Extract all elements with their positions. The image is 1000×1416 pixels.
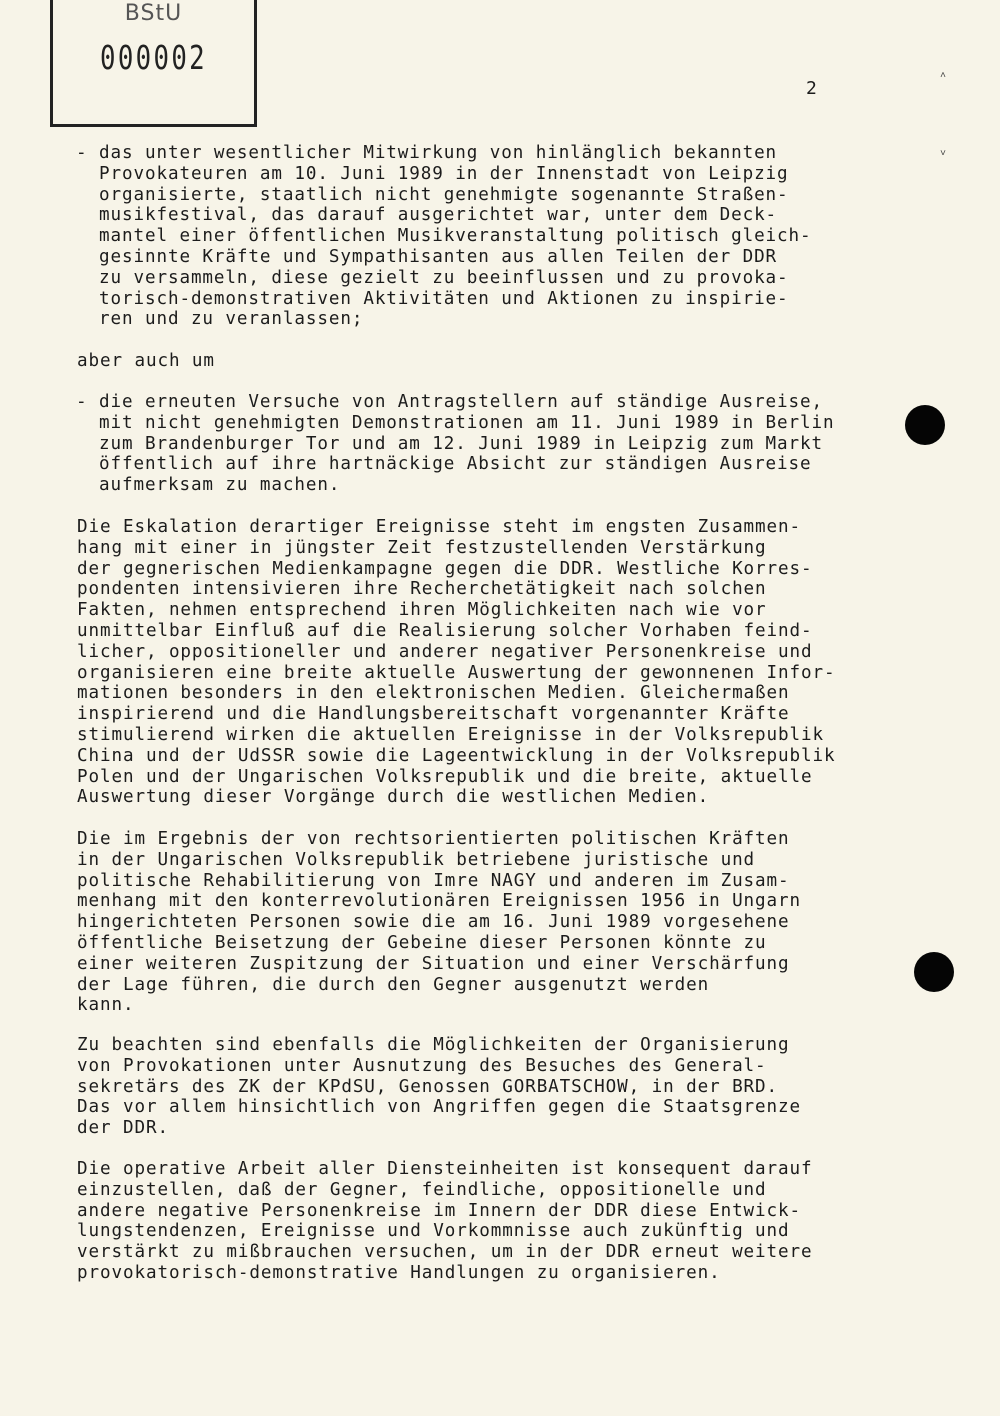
text-line: hang mit einer in jüngster Zeit festzustellenden Verstärkung [77, 537, 767, 558]
text-line: aufmerksam zu machen. [99, 475, 341, 496]
text-line: die erneuten Versuche von Antragstellern auf ständige Ausreise, [99, 392, 824, 412]
punch-hole-icon [914, 952, 954, 992]
text-line: aber auch um [77, 351, 215, 371]
text-line: musikfestival, das darauf ausgerichtet war, unter dem Deck- [99, 205, 778, 226]
text-line: das unter wesentlicher Mitwirkung von hinlänglich bekannten [99, 143, 778, 163]
text-line: organisieren eine breite aktuelle Auswertung der gewonnenen Infor- [77, 662, 836, 683]
text-line: der DDR. [77, 1118, 169, 1139]
text-line: torisch-demonstrativen Aktivitäten und Aktionen zu inspirie- [99, 288, 789, 309]
text-line: einer weiteren Zuspitzung der Situation und einer Verschärfung [77, 953, 790, 974]
text-line: mationen besonders in den elektronischen Medien. Gleichermaßen [77, 683, 790, 704]
text-line: lungstendenzen, Ereignisse und Vorkommnisse auch zukünftig und [77, 1221, 790, 1242]
text-line: öffentlich auf ihre hartnäckige Absicht zur ständigen Ausreise [99, 454, 812, 475]
text-line: unmittelbar Einfluß auf die Realisierung solcher Vorhaben feind- [77, 621, 813, 641]
text-line: öffentliche Beisetzung der Gebeine dieser Personen könnte zu [77, 933, 767, 953]
punch-hole-icon [905, 405, 945, 445]
text-line: Zu beachten sind ebenfalls die Möglichkeiten der Organisierung [77, 1035, 790, 1055]
scan-mark: ˅ [940, 148, 947, 159]
text-line: Fakten, nehmen entsprechend ihren Möglichkeiten nach wie vor [77, 600, 767, 621]
text-line: licher, oppositioneller und anderer negativer Personenkreise und [77, 641, 813, 662]
text-line: mantel einer öffentlichen Musikveranstaltung politisch gleich- [99, 226, 812, 247]
text-line: verstärkt zu mißbrauchen versuchen, um in der DDR erneut weitere [77, 1242, 813, 1263]
text-line: politische Rehabilitierung von Imre NAGY und anderen im Zusam- [77, 870, 790, 891]
text-line: Auswertung dieser Vorgänge durch die westlichen Medien. [77, 787, 710, 808]
bullet-marker: - [76, 392, 88, 412]
text-line: Provokateuren am 10. Juni 1989 in der Innenstadt von Leipzig [99, 163, 789, 184]
text-line: kann. [77, 995, 135, 1016]
text-line: pondenten intensivieren ihre Recherchetätigkeit nach solchen [77, 579, 767, 600]
archive-stamp [50, 0, 257, 127]
text-line: einzustellen, daß der Gegner, feindliche, oppositionelle und [77, 1179, 767, 1200]
text-line: Polen und der Ungarischen Volksrepublik und die breite, aktuelle [77, 766, 813, 787]
text-line: Die operative Arbeit aller Diensteinheiten ist konsequent darauf [77, 1159, 813, 1179]
text-line: von Provokationen unter Ausnutzung des Besuches des General- [77, 1055, 767, 1076]
text-line: organisierte, staatlich nicht genehmigte sogenannte Straßen- [99, 184, 789, 205]
text-line: China und der UdSSR sowie die Lageentwicklung in der Volksrepublik [77, 745, 836, 766]
text-line: provokatorisch-demonstrative Handlungen zu organisieren. [77, 1263, 721, 1283]
text-line: andere negative Personenkreise im Innern der DDR diese Entwick- [77, 1200, 802, 1221]
text-line: Die im Ergebnis der von rechtsorientierten politischen Kräften [77, 829, 790, 849]
text-line: gesinnte Kräfte und Sympathisanten aus allen Teilen der DDR [99, 247, 778, 267]
text-line: sekretärs des ZK der KPdSU, Genossen GORBATSCHOW, in der BRD. [77, 1076, 779, 1097]
stamp-organization: BStU [124, 1, 183, 26]
text-line: inspirierend und die Handlungsbereitschaft vorgenannter Kräfte [77, 704, 790, 725]
page-number: 2 [806, 78, 817, 99]
text-line: Das vor allem hinsichtlich von Angriffen gegen die Staatsgrenze [77, 1097, 802, 1118]
text-line: stimulierend wirken die aktuellen Ereignisse in der Volksrepublik [77, 725, 825, 745]
text-line: zum Brandenburger Tor und am 12. Juni 1989 in Leipzig zum Markt [99, 433, 824, 454]
text-line: menhang mit den konterrevolutionären Ereignissen 1956 in Ungarn [77, 891, 802, 912]
text-line: hingerichteten Personen sowie die am 16. Juni 1989 vorgesehene [77, 912, 790, 933]
text-line: der Lage führen, die durch den Gegner ausgenutzt werden [77, 974, 710, 995]
text-line: Die Eskalation derartiger Ereignisse steht im engsten Zusammen- [77, 517, 802, 537]
text-line: der gegnerischen Medienkampagne gegen die DDR. Westliche Korres- [77, 558, 813, 579]
stamp-number: 000002 [99, 38, 208, 77]
bullet-marker: - [76, 143, 88, 163]
text-line: zu versammeln, diese gezielt zu beeinflussen und zu provoka- [99, 267, 789, 288]
text-line: in der Ungarischen Volksrepublik betriebene juristische und [77, 849, 756, 870]
text-line: ren und zu veranlassen; [99, 309, 364, 330]
scan-mark: ˄ [940, 70, 947, 81]
text-line: mit nicht genehmigten Demonstrationen am 11. Juni 1989 in Berlin [99, 412, 835, 433]
